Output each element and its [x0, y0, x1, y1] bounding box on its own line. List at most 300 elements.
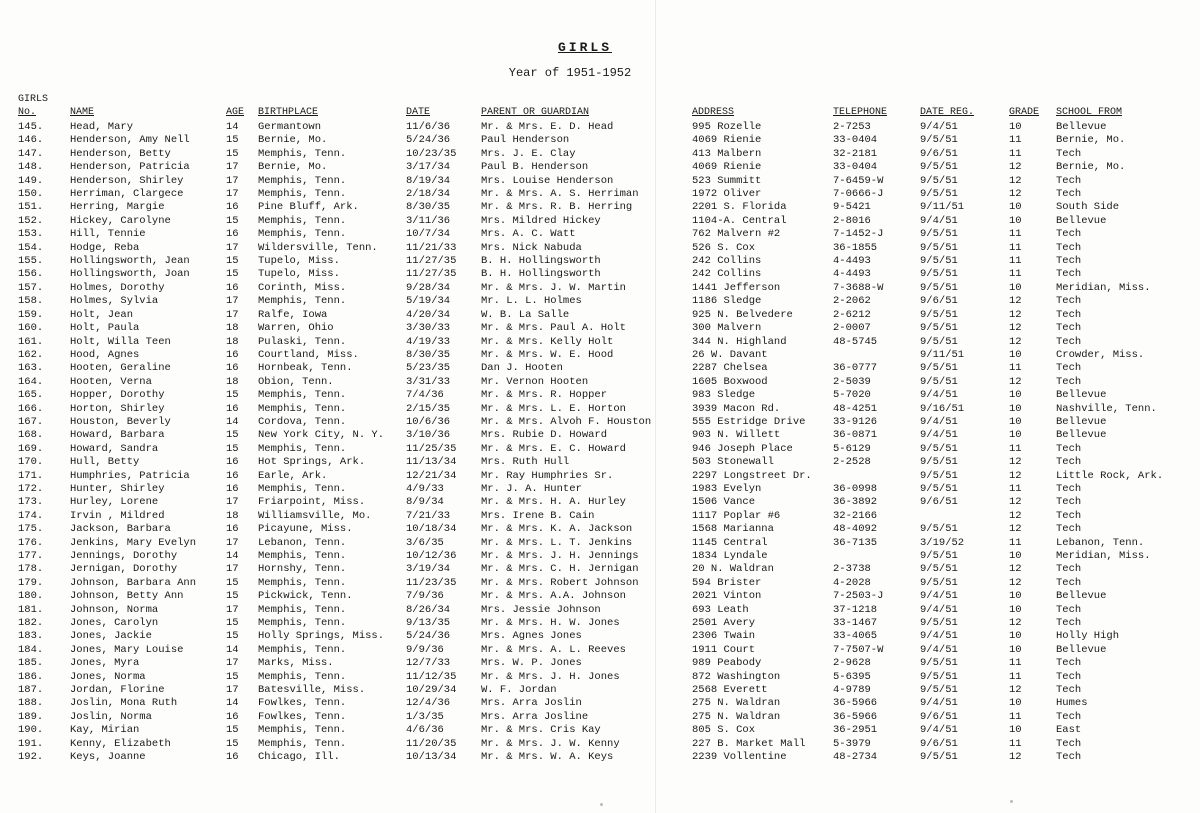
parent-guardian: Mrs. Agnes Jones — [481, 630, 582, 643]
birthplace: Memphis, Tenn. — [258, 550, 347, 562]
date-registered: 9/5/51 — [920, 255, 958, 268]
school-from: Tech — [1056, 737, 1082, 750]
parent-guardian: Paul B. Henderson — [481, 161, 589, 174]
row-number: 151. — [18, 201, 44, 214]
birth-date: 2/15/35 — [406, 402, 451, 415]
date-registered: 3/19/52 — [920, 536, 965, 549]
birth-date: 7/9/36 — [406, 590, 444, 603]
birth-date: 12/4/36 — [406, 697, 451, 710]
birth-date: 9/28/34 — [406, 281, 451, 294]
date-registered: 9/5/51 — [920, 617, 958, 630]
date-registered: 9/4/51 — [920, 630, 958, 643]
parent-guardian: B. H. Hollingsworth — [481, 255, 601, 268]
grade: 10 — [1009, 603, 1022, 616]
telephone: 7-0666-J — [833, 188, 884, 201]
table-row — [0, 738, 1200, 751]
row-number: 156. — [18, 268, 44, 281]
address: 227 B. Market Mall — [692, 737, 806, 750]
birth-date: 5/24/36 — [406, 630, 451, 643]
birth-date: 5/19/34 — [406, 295, 451, 308]
birthplace: Pulaski, Tenn. — [258, 335, 347, 348]
parent-guardian: Mr. & Mrs. A. L. Reeves — [481, 643, 626, 656]
student-age: 15 — [226, 590, 239, 603]
parent-guardian: Mrs. Ruth Hull — [481, 456, 570, 469]
parent-guardian: Mrs. Rubie D. Howard — [481, 429, 608, 442]
telephone: 36-5966 — [833, 710, 878, 723]
student-age: 14 — [226, 697, 239, 710]
date-registered: 9/6/51 — [920, 496, 958, 509]
student-age: 15 — [226, 255, 239, 268]
birthplace: Memphis, Tenn. — [258, 228, 347, 241]
birth-date: 11/23/35 — [406, 576, 457, 589]
school-from: Tech — [1056, 268, 1082, 281]
birthplace: Memphis, Tenn. — [258, 482, 347, 495]
telephone: 48-4251 — [833, 402, 878, 415]
birth-date: 11/27/35 — [406, 255, 457, 268]
table-row — [0, 671, 1200, 684]
grade: 12 — [1009, 751, 1022, 764]
date-registered: 9/4/51 — [920, 415, 958, 428]
birthplace: Picayune, Miss. — [258, 523, 353, 536]
student-age: 16 — [226, 348, 239, 361]
telephone: 5-6129 — [833, 442, 871, 455]
telephone: 36-5966 — [833, 697, 878, 710]
date-registered: 9/5/51 — [920, 241, 958, 254]
address: 1104-A. Central — [692, 214, 787, 227]
address: 555 Estridge Drive — [692, 415, 806, 428]
address: 2239 Vollentine — [692, 751, 787, 764]
school-from: Tech — [1056, 228, 1082, 241]
student-name: Hollingsworth, Jean — [70, 255, 190, 268]
grade: 12 — [1009, 375, 1022, 388]
grade: 11 — [1009, 536, 1022, 549]
school-from: Tech — [1056, 482, 1082, 495]
telephone: 5-7020 — [833, 389, 871, 402]
birthplace: Pine Bluff, Ark. — [258, 201, 359, 214]
address: 242 Collins — [692, 255, 762, 268]
grade: 10 — [1009, 697, 1022, 710]
birthplace: Memphis, Tenn. — [258, 402, 347, 415]
grade: 10 — [1009, 214, 1022, 227]
birth-date: 10/7/34 — [406, 228, 451, 241]
paper-speck — [1010, 800, 1013, 803]
birthplace: Memphis, Tenn. — [258, 643, 347, 656]
telephone: 36-0998 — [833, 482, 878, 495]
row-number: 152. — [18, 214, 44, 227]
date-registered: 9/5/51 — [920, 456, 958, 469]
telephone: 33-9126 — [833, 415, 878, 428]
table-row — [0, 604, 1200, 617]
grade: 10 — [1009, 415, 1022, 428]
birthplace: Earle, Ark. — [258, 469, 328, 482]
telephone: 2-6212 — [833, 308, 871, 321]
student-age: 15 — [226, 724, 239, 737]
school-from: Humes — [1056, 697, 1088, 710]
school-from: Tech — [1056, 335, 1082, 348]
student-name: Jackson, Barbara — [70, 523, 171, 536]
table-row — [0, 456, 1200, 469]
grade: 10 — [1009, 550, 1022, 562]
address: 872 Washington — [692, 670, 781, 683]
address: 1972 Oliver — [692, 188, 762, 201]
table-row — [0, 550, 1200, 563]
parent-guardian: Mrs. J. E. Clay — [481, 147, 576, 160]
parent-guardian: Mr. & Mrs. W. E. Hood — [481, 348, 614, 361]
address: 693 Leath — [692, 603, 749, 616]
birth-date: 3/31/33 — [406, 375, 451, 388]
student-name: Herriman, Clargece — [70, 188, 184, 201]
school-from: Bellevue — [1056, 429, 1107, 442]
row-number: 164. — [18, 375, 44, 388]
date-registered: 9/5/51 — [920, 281, 958, 294]
birth-date: 12/21/34 — [406, 469, 457, 482]
telephone: 2-9628 — [833, 657, 871, 670]
birth-date: 10/6/36 — [406, 415, 451, 428]
parent-guardian: Mr. & Mrs. J. W. Martin — [481, 281, 626, 294]
address: 762 Malvern #2 — [692, 228, 781, 241]
date-registered: 9/4/51 — [920, 214, 958, 227]
parent-guardian: Mr. J. A. Hunter — [481, 482, 582, 495]
row-number: 172. — [18, 482, 44, 495]
birthplace: Hot Springs, Ark. — [258, 456, 366, 469]
student-age: 18 — [226, 509, 239, 522]
student-age: 17 — [226, 536, 239, 549]
student-name: Keys, Joanne — [70, 751, 146, 764]
student-age: 17 — [226, 308, 239, 321]
date-registered: 9/5/51 — [920, 228, 958, 241]
birth-date: 4/20/34 — [406, 308, 451, 321]
address: 2568 Everett — [692, 684, 768, 697]
parent-guardian: Mr. & Mrs. R. Hopper — [481, 389, 608, 402]
student-name: Jernigan, Dorothy — [70, 563, 178, 576]
birthplace: Memphis, Tenn. — [258, 174, 347, 187]
student-name: Johnson, Betty Ann — [70, 590, 184, 603]
table-row — [0, 711, 1200, 724]
row-number: 174. — [18, 509, 44, 522]
table-row — [0, 724, 1200, 737]
table-row — [0, 188, 1200, 201]
date-registered: 9/4/51 — [920, 389, 958, 402]
birth-date: 10/23/35 — [406, 147, 457, 160]
birth-date: 10/13/34 — [406, 751, 457, 764]
date-registered: 9/16/51 — [920, 402, 965, 415]
telephone: 36-0871 — [833, 429, 878, 442]
telephone: 37-1218 — [833, 603, 878, 616]
table-row — [0, 215, 1200, 228]
birth-date: 3/17/34 — [406, 161, 451, 174]
row-number: 166. — [18, 402, 44, 415]
row-number: 158. — [18, 295, 44, 308]
birth-date: 3/19/34 — [406, 563, 451, 576]
student-age: 16 — [226, 402, 239, 415]
student-name: Kenny, Elizabeth — [70, 737, 171, 750]
table-row — [0, 657, 1200, 670]
telephone: 5-3979 — [833, 737, 871, 750]
table-row — [0, 617, 1200, 630]
student-age: 18 — [226, 375, 239, 388]
student-name: Johnson, Barbara Ann — [70, 576, 197, 589]
student-name: Hunter, Shirley — [70, 482, 165, 495]
student-name: Henderson, Shirley — [70, 174, 184, 187]
birth-date: 11/13/34 — [406, 456, 457, 469]
birth-date: 3/10/36 — [406, 429, 451, 442]
grade: 12 — [1009, 509, 1022, 522]
birthplace: Warren, Ohio — [258, 322, 334, 335]
school-from: Lebanon, Tenn. — [1056, 536, 1145, 549]
grade: 12 — [1009, 563, 1022, 576]
grade: 11 — [1009, 657, 1022, 670]
birthplace: Friarpoint, Miss. — [258, 496, 366, 509]
student-name: Humphries, Patricia — [70, 469, 190, 482]
telephone: 48-5745 — [833, 335, 878, 348]
birthplace: Pickwick, Tenn. — [258, 590, 353, 603]
telephone: 2-7253 — [833, 121, 871, 133]
birthplace: Memphis, Tenn. — [258, 737, 347, 750]
address: 925 N. Belvedere — [692, 308, 793, 321]
telephone: 2-3738 — [833, 563, 871, 576]
header-age: AGE — [226, 107, 245, 118]
roster-table — [0, 121, 1200, 765]
table-row — [0, 336, 1200, 349]
table-row — [0, 349, 1200, 362]
school-from: Tech — [1056, 603, 1082, 616]
birthplace: Memphis, Tenn. — [258, 214, 347, 227]
grade: 10 — [1009, 348, 1022, 361]
row-number: 192. — [18, 751, 44, 764]
birthplace: Chicago, Ill. — [258, 751, 340, 764]
student-name: Horton, Shirley — [70, 402, 165, 415]
school-from: Tech — [1056, 617, 1082, 630]
date-registered: 9/5/51 — [920, 174, 958, 187]
parent-guardian: Mr. & Mrs. L. T. Jenkins — [481, 536, 633, 549]
birth-date: 10/29/34 — [406, 684, 457, 697]
student-name: Hurley, Lorene — [70, 496, 159, 509]
row-number: 154. — [18, 241, 44, 254]
date-registered: 9/4/51 — [920, 724, 958, 737]
parent-guardian: Mr. & Mrs. H. W. Jones — [481, 617, 620, 630]
student-age: 17 — [226, 241, 239, 254]
student-name: Jenkins, Mary Evelyn — [70, 536, 197, 549]
school-from: Tech — [1056, 657, 1082, 670]
row-number: 185. — [18, 657, 44, 670]
student-name: Holmes, Sylvia — [70, 295, 159, 308]
date-registered: 9/5/51 — [920, 268, 958, 281]
birthplace: Cordova, Tenn. — [258, 415, 347, 428]
student-name: Holt, Paula — [70, 322, 140, 335]
birth-date: 7/21/33 — [406, 509, 451, 522]
parent-guardian: Mrs. Mildred Hickey — [481, 214, 601, 227]
birthplace: Corinth, Miss. — [258, 281, 347, 294]
table-row — [0, 470, 1200, 483]
birthplace: Memphis, Tenn. — [258, 442, 347, 455]
school-from: Tech — [1056, 188, 1082, 201]
student-age: 16 — [226, 523, 239, 536]
birth-date: 3/11/36 — [406, 214, 451, 227]
birthplace: Obion, Tenn. — [258, 375, 334, 388]
birthplace: New York City, N. Y. — [258, 429, 385, 442]
parent-guardian: Mr. & Mrs. Robert Johnson — [481, 576, 639, 589]
student-name: Henderson, Betty — [70, 147, 171, 160]
address: 526 S. Cox — [692, 241, 756, 254]
parent-guardian: Mrs. W. P. Jones — [481, 657, 582, 670]
telephone: 7-2503-J — [833, 590, 884, 603]
date-registered: 9/4/51 — [920, 429, 958, 442]
grade: 12 — [1009, 684, 1022, 697]
birthplace: Tupelo, Miss. — [258, 268, 340, 281]
address: 1911 Court — [692, 643, 756, 656]
parent-guardian: Mrs. Arra Josline — [481, 710, 589, 723]
grade: 10 — [1009, 389, 1022, 402]
grade: 11 — [1009, 710, 1022, 723]
address: 1605 Boxwood — [692, 375, 768, 388]
school-from: Tech — [1056, 456, 1082, 469]
birthplace: Batesville, Miss. — [258, 684, 366, 697]
address: 1506 Vance — [692, 496, 756, 509]
school-from: Tech — [1056, 255, 1082, 268]
address: 995 Rozelle — [692, 121, 762, 133]
student-name: Holmes, Dorothy — [70, 281, 165, 294]
date-registered: 9/11/51 — [920, 348, 965, 361]
student-name: Johnson, Norma — [70, 603, 159, 616]
student-age: 16 — [226, 710, 239, 723]
address: 275 N. Waldran — [692, 710, 781, 723]
parent-guardian: Mr. & Mrs. K. A. Jackson — [481, 523, 633, 536]
address: 20 N. Waldran — [692, 563, 774, 576]
telephone: 32-2181 — [833, 147, 878, 160]
student-name: Hickey, Carolyne — [70, 214, 171, 227]
grade: 12 — [1009, 335, 1022, 348]
student-name: Jones, Mary Louise — [70, 643, 184, 656]
header-date-reg: DATE REG. — [920, 107, 975, 118]
birth-date: 11/12/35 — [406, 670, 457, 683]
row-number: 190. — [18, 724, 44, 737]
student-age: 17 — [226, 657, 239, 670]
row-number: 147. — [18, 147, 44, 160]
student-age: 18 — [226, 335, 239, 348]
birth-date: 4/19/33 — [406, 335, 451, 348]
school-from: Bernie, Mo. — [1056, 161, 1126, 174]
telephone: 36-1855 — [833, 241, 878, 254]
parent-guardian: Mr. & Mrs. A.A. Johnson — [481, 590, 626, 603]
row-number: 188. — [18, 697, 44, 710]
telephone: 2-5039 — [833, 375, 871, 388]
telephone: 33-4065 — [833, 630, 878, 643]
parent-guardian: Mr. & Mrs. J. H. Jennings — [481, 550, 639, 562]
table-row — [0, 389, 1200, 402]
date-registered: 9/5/51 — [920, 134, 958, 147]
row-number: 191. — [18, 737, 44, 750]
header-no: No. — [18, 107, 37, 118]
row-number: 162. — [18, 348, 44, 361]
grade: 12 — [1009, 161, 1022, 174]
header-date: DATE — [406, 107, 431, 118]
parent-guardian: Mrs. Louise Henderson — [481, 174, 614, 187]
student-name: Howard, Sandra — [70, 442, 159, 455]
grade: 12 — [1009, 295, 1022, 308]
student-name: Jennings, Dorothy — [70, 550, 178, 562]
birthplace: Germantown — [258, 121, 322, 133]
address: 1186 Sledge — [692, 295, 762, 308]
student-name: Hopper, Dorothy — [70, 389, 165, 402]
date-registered: 9/6/51 — [920, 737, 958, 750]
grade: 11 — [1009, 442, 1022, 455]
birthplace: Lebanon, Tenn. — [258, 536, 347, 549]
address: 1117 Poplar #6 — [692, 509, 781, 522]
student-name: Kay, Mirian — [70, 724, 140, 737]
student-name: Irvin , Mildred — [70, 509, 165, 522]
table-row — [0, 268, 1200, 281]
parent-guardian: Mr. & Mrs. H. A. Hurley — [481, 496, 626, 509]
student-age: 15 — [226, 429, 239, 442]
grade: 11 — [1009, 482, 1022, 495]
birth-date: 8/30/35 — [406, 201, 451, 214]
row-number: 183. — [18, 630, 44, 643]
table-row — [0, 563, 1200, 576]
birthplace: Bernie, Mo. — [258, 161, 328, 174]
parent-guardian: Mr. & Mrs. Paul A. Holt — [481, 322, 626, 335]
table-row — [0, 309, 1200, 322]
telephone: 36-2951 — [833, 724, 878, 737]
school-from: Meridian, Miss. — [1056, 281, 1151, 294]
table-row — [0, 228, 1200, 241]
table-row — [0, 644, 1200, 657]
student-age: 15 — [226, 268, 239, 281]
birthplace: Bernie, Mo. — [258, 134, 328, 147]
address: 300 Malvern — [692, 322, 762, 335]
parent-guardian: Mr. & Mrs. E. D. Head — [481, 121, 614, 133]
birthplace: Memphis, Tenn. — [258, 603, 347, 616]
address: 1441 Jefferson — [692, 281, 781, 294]
birthplace: Memphis, Tenn. — [258, 724, 347, 737]
parent-guardian: Mr. & Mrs. W. A. Keys — [481, 751, 614, 764]
parent-guardian: Mr. & Mrs. C. H. Jernigan — [481, 563, 639, 576]
table-row — [0, 510, 1200, 523]
parent-guardian: Mrs. Arra Joslin — [481, 697, 582, 710]
date-registered: 9/5/51 — [920, 576, 958, 589]
date-registered: 9/5/51 — [920, 523, 958, 536]
birthplace: Memphis, Tenn. — [258, 147, 347, 160]
student-age: 14 — [226, 415, 239, 428]
date-registered: 9/4/51 — [920, 697, 958, 710]
parent-guardian: Mr. Vernon Hooten — [481, 375, 589, 388]
row-number: 145. — [18, 121, 44, 133]
student-name: Henderson, Amy Nell — [70, 134, 190, 147]
date-registered: 9/5/51 — [920, 322, 958, 335]
address: 4069 Rienie — [692, 134, 762, 147]
table-row — [0, 537, 1200, 550]
school-from: Tech — [1056, 523, 1082, 536]
header-grade: GRADE — [1009, 107, 1040, 118]
parent-guardian: Mr. & Mrs. Cris Kay — [481, 724, 601, 737]
birthplace: Marks, Miss. — [258, 657, 334, 670]
telephone: 4-2028 — [833, 576, 871, 589]
birthplace: Holly Springs, Miss. — [258, 630, 385, 643]
date-registered: 9/5/51 — [920, 308, 958, 321]
date-registered: 9/5/51 — [920, 375, 958, 388]
table-row — [0, 523, 1200, 536]
student-age: 15 — [226, 442, 239, 455]
telephone: 7-3688-W — [833, 281, 884, 294]
parent-guardian: Paul Henderson — [481, 134, 570, 147]
date-registered: 9/4/51 — [920, 643, 958, 656]
parent-guardian: W. B. La Salle — [481, 308, 570, 321]
grade: 12 — [1009, 308, 1022, 321]
school-from: Bellevue — [1056, 590, 1107, 603]
student-age: 17 — [226, 496, 239, 509]
school-from: Nashville, Tenn. — [1056, 402, 1157, 415]
row-number: 159. — [18, 308, 44, 321]
telephone: 2-2062 — [833, 295, 871, 308]
